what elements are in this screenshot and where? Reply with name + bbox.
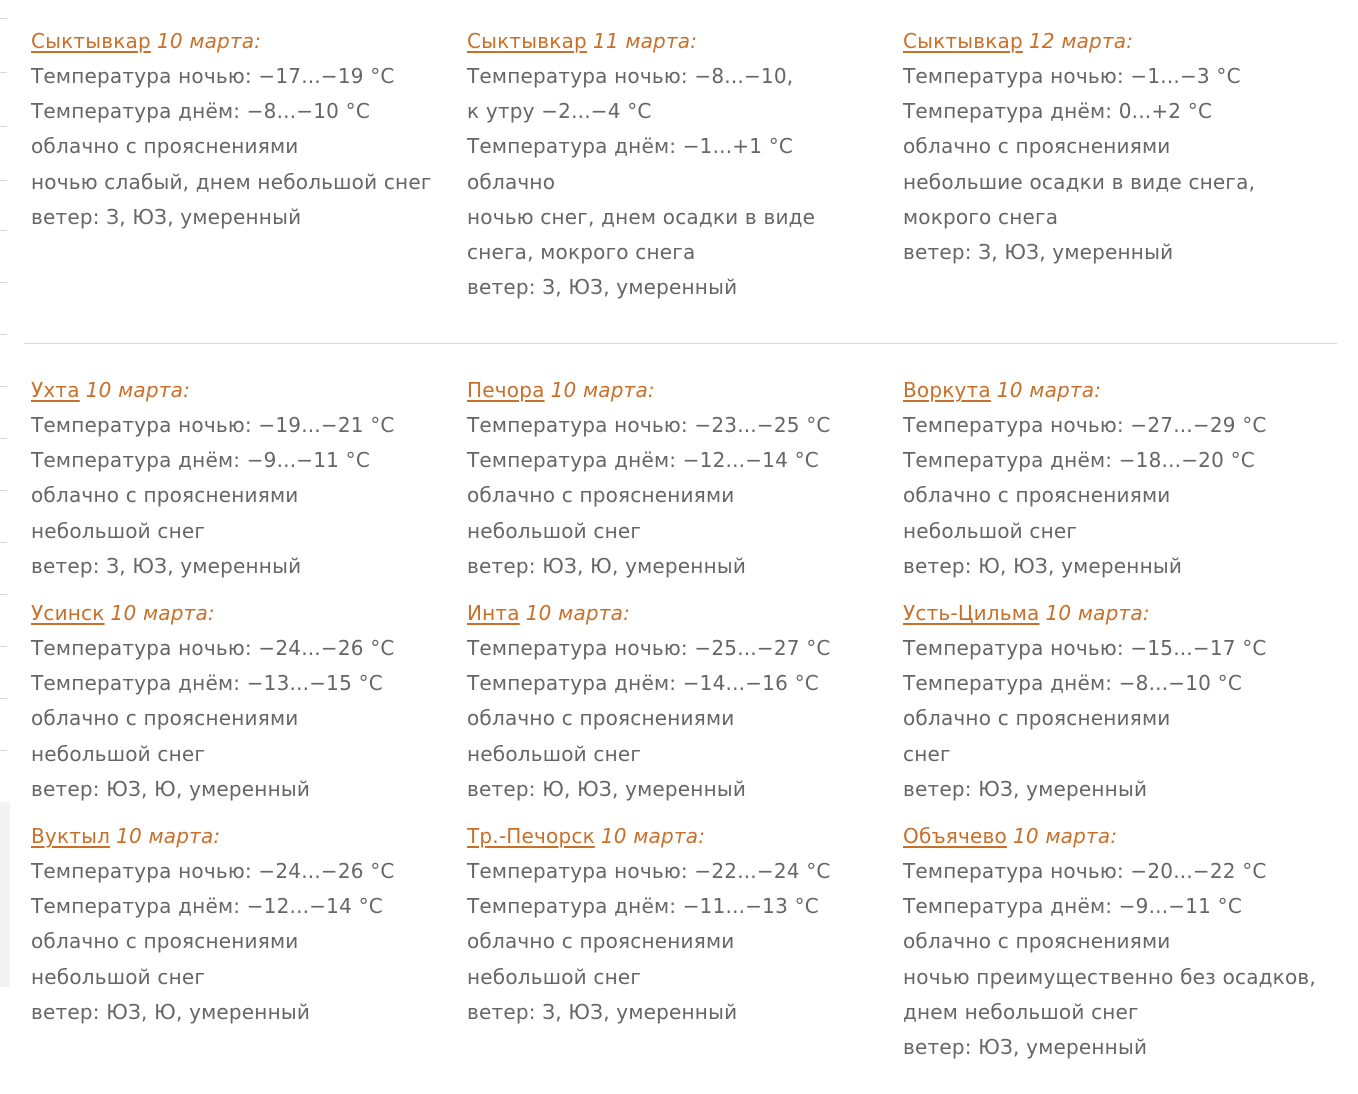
forecast-line: ветер: З, ЮЗ, умеренный (903, 240, 1174, 265)
forecast-line: ветер: З, ЮЗ, умеренный (31, 553, 302, 578)
forecast-line: ветер: ЮЗ, Ю, умеренный (31, 776, 311, 801)
forecast-card-vuktyl (31, 819, 461, 1030)
card-header (31, 819, 461, 854)
forecast-line: небольшие осадки в виде снега, (903, 169, 1256, 194)
forecast-date: 10 марта: (996, 378, 1102, 402)
forecast-card-obyachevo (903, 819, 1333, 1065)
tick-mark (0, 282, 7, 283)
tick-mark (0, 594, 7, 595)
city-link[interactable]: Инта (467, 601, 520, 625)
tick-mark (0, 126, 7, 127)
city-link[interactable]: Сыктывкар (903, 29, 1023, 53)
forecast-card-syktyvkar-11 (467, 24, 897, 305)
tick-mark (0, 438, 7, 439)
forecast-line: небольшой снег (31, 518, 206, 543)
forecast-date: 10 марта: (110, 601, 215, 625)
forecast-line: облачно с прояснениями (31, 483, 299, 508)
forecast-line: к утру −2...−4 °C (467, 99, 652, 124)
forecast-date: 10 марта: (600, 824, 706, 848)
forecast-line: ночью снег, днем осадки в виде (467, 204, 816, 229)
forecast-line: ветер: Ю, ЮЗ, умеренный (903, 553, 1183, 578)
forecast-line: ночью преимущественно без осадков, (903, 964, 1316, 989)
forecast-line: Температура днём: −8...−10 °C (31, 99, 371, 124)
forecast-line: небольшой снег (31, 964, 206, 989)
forecast-line: небольшой снег (467, 518, 642, 543)
forecast-line: ветер: Ю, ЮЗ, умеренный (467, 776, 747, 801)
tick-mark (0, 750, 7, 751)
forecast-line: небольшой снег (31, 741, 206, 766)
forecast-line: Температура днём: −18...−20 °C (903, 448, 1255, 473)
city-link[interactable]: Объячево (903, 824, 1007, 848)
city-link[interactable]: Усинск (31, 601, 105, 625)
forecast-card-usinsk (31, 596, 461, 807)
tick-mark (0, 542, 7, 543)
forecast-line: облачно с прояснениями (903, 929, 1171, 954)
city-link[interactable]: Сыктывкар (31, 29, 151, 53)
forecast-line: днем небольшой снег (903, 999, 1139, 1024)
forecast-line: Температура днём: −12...−14 °C (31, 894, 383, 919)
forecast-card-tr-pechorsk (467, 819, 897, 1030)
tick-mark (0, 386, 7, 387)
forecast-card-ukhta (31, 373, 461, 584)
forecast-line: Температура днём: −14...−16 °C (467, 671, 819, 696)
forecast-line: небольшой снег (467, 741, 642, 766)
forecast-date: 10 марта: (116, 824, 221, 848)
card-header (467, 24, 897, 59)
forecast-line: ветер: З, ЮЗ, умеренный (467, 999, 738, 1024)
forecast-date: 11 марта: (592, 29, 698, 53)
forecast-line: ветер: ЮЗ, Ю, умеренный (467, 553, 747, 578)
forecast-line: Температура днём: −9...−11 °C (903, 894, 1243, 919)
forecast-line: небольшой снег (467, 964, 642, 989)
forecast-line: Температура ночью: −24...−26 °C (31, 859, 395, 883)
tick-mark (0, 180, 7, 181)
forecast-date: 10 марта: (1012, 824, 1118, 848)
forecast-line: Температура ночью: −1...−3 °C (903, 64, 1241, 88)
forecast-card-inta (467, 596, 897, 807)
tick-mark (0, 334, 7, 335)
forecast-line: ночью слабый, днем небольшой снег (31, 169, 432, 194)
card-header (31, 373, 461, 408)
forecast-date: 12 марта: (1028, 29, 1134, 53)
card-header (903, 819, 1333, 854)
forecast-line: облачно с прояснениями (31, 134, 299, 159)
left-sidebar-edge (0, 802, 10, 987)
city-link[interactable]: Вуктыл (31, 824, 111, 848)
forecast-line: небольшой снег (903, 518, 1078, 543)
forecast-line: мокрого снега (903, 204, 1059, 229)
forecast-line: снега, мокрого снега (467, 240, 696, 265)
forecast-line: ветер: З, ЮЗ, умеренный (467, 275, 738, 300)
forecast-line: Температура днём: −12...−14 °C (467, 448, 819, 473)
forecast-line: облачно с прояснениями (903, 134, 1171, 159)
card-header (31, 596, 461, 631)
forecast-date: 10 марта: (550, 378, 655, 402)
forecast-line: Температура ночью: −20...−22 °C (903, 859, 1267, 883)
forecast-card-vorkuta (903, 373, 1333, 584)
forecast-line: ветер: З, ЮЗ, умеренный (31, 204, 302, 229)
city-link[interactable]: Сыктывкар (467, 29, 587, 53)
city-link[interactable]: Тр.-Печорск (467, 824, 595, 848)
card-header (31, 24, 461, 59)
card-header (467, 373, 897, 408)
forecast-line: облачно с прояснениями (467, 929, 735, 954)
tick-mark (0, 646, 7, 647)
forecast-line: Температура днём: −1...+1 °C (467, 134, 794, 159)
city-link[interactable]: Ухта (31, 378, 80, 402)
forecast-line: облачно с прояснениями (903, 706, 1171, 731)
tick-mark (0, 698, 7, 699)
forecast-line: облачно (467, 169, 556, 194)
card-header (903, 373, 1333, 408)
tick-mark (0, 18, 7, 19)
forecast-line: облачно с прояснениями (467, 483, 735, 508)
forecast-line: Температура днём: −11...−13 °C (467, 894, 819, 919)
forecast-line: облачно с прояснениями (31, 929, 299, 954)
forecast-line: облачно с прояснениями (467, 706, 735, 731)
tick-mark (0, 72, 7, 73)
forecast-line: снег (903, 741, 951, 766)
forecast-date: 10 марта: (1045, 601, 1150, 625)
forecast-date: 10 марта: (156, 29, 262, 53)
forecast-line: Температура ночью: −23...−25 °C (467, 413, 831, 437)
forecast-line: Температура ночью: −22...−24 °C (467, 859, 831, 883)
card-header (903, 596, 1333, 631)
card-header (903, 24, 1333, 59)
forecast-line: Температура ночью: −15...−17 °C (903, 636, 1267, 660)
forecast-line: Температура ночью: −19...−21 °C (31, 413, 395, 437)
forecast-card-pechora (467, 373, 897, 584)
forecast-line: Температура ночью: −17...−19 °C (31, 64, 395, 88)
forecast-line: Температура днём: 0...+2 °C (903, 99, 1213, 124)
tick-mark (0, 490, 7, 491)
forecast-line: Температура днём: −9...−11 °C (31, 448, 371, 473)
forecast-line: облачно с прояснениями (903, 483, 1171, 508)
forecast-line: Температура ночью: −8...−10, (467, 64, 794, 88)
city-link[interactable]: Усть-Цильма (903, 601, 1040, 625)
forecast-line: ветер: ЮЗ, умеренный (903, 776, 1148, 801)
tick-mark (0, 230, 7, 231)
forecast-date: 10 марта: (525, 601, 631, 625)
forecast-card-syktyvkar-12 (903, 24, 1333, 270)
forecast-date: 10 марта: (85, 378, 191, 402)
section-divider (24, 343, 1337, 344)
forecast-line: ветер: ЮЗ, умеренный (903, 1035, 1148, 1060)
card-header (467, 596, 897, 631)
forecast-card-ust-tsilma (903, 596, 1333, 807)
city-link[interactable]: Воркута (903, 378, 991, 402)
forecast-line: ветер: ЮЗ, Ю, умеренный (31, 999, 311, 1024)
forecast-line: Температура ночью: −25...−27 °C (467, 636, 831, 660)
forecast-line: Температура днём: −13...−15 °C (31, 671, 383, 696)
forecast-line: облачно с прояснениями (31, 706, 299, 731)
card-header (467, 819, 897, 854)
city-link[interactable]: Печора (467, 378, 545, 402)
forecast-line: Температура днём: −8...−10 °C (903, 671, 1243, 696)
forecast-line: Температура ночью: −24...−26 °C (31, 636, 395, 660)
forecast-line: Температура ночью: −27...−29 °C (903, 413, 1267, 437)
forecast-card-syktyvkar-10 (31, 24, 461, 235)
